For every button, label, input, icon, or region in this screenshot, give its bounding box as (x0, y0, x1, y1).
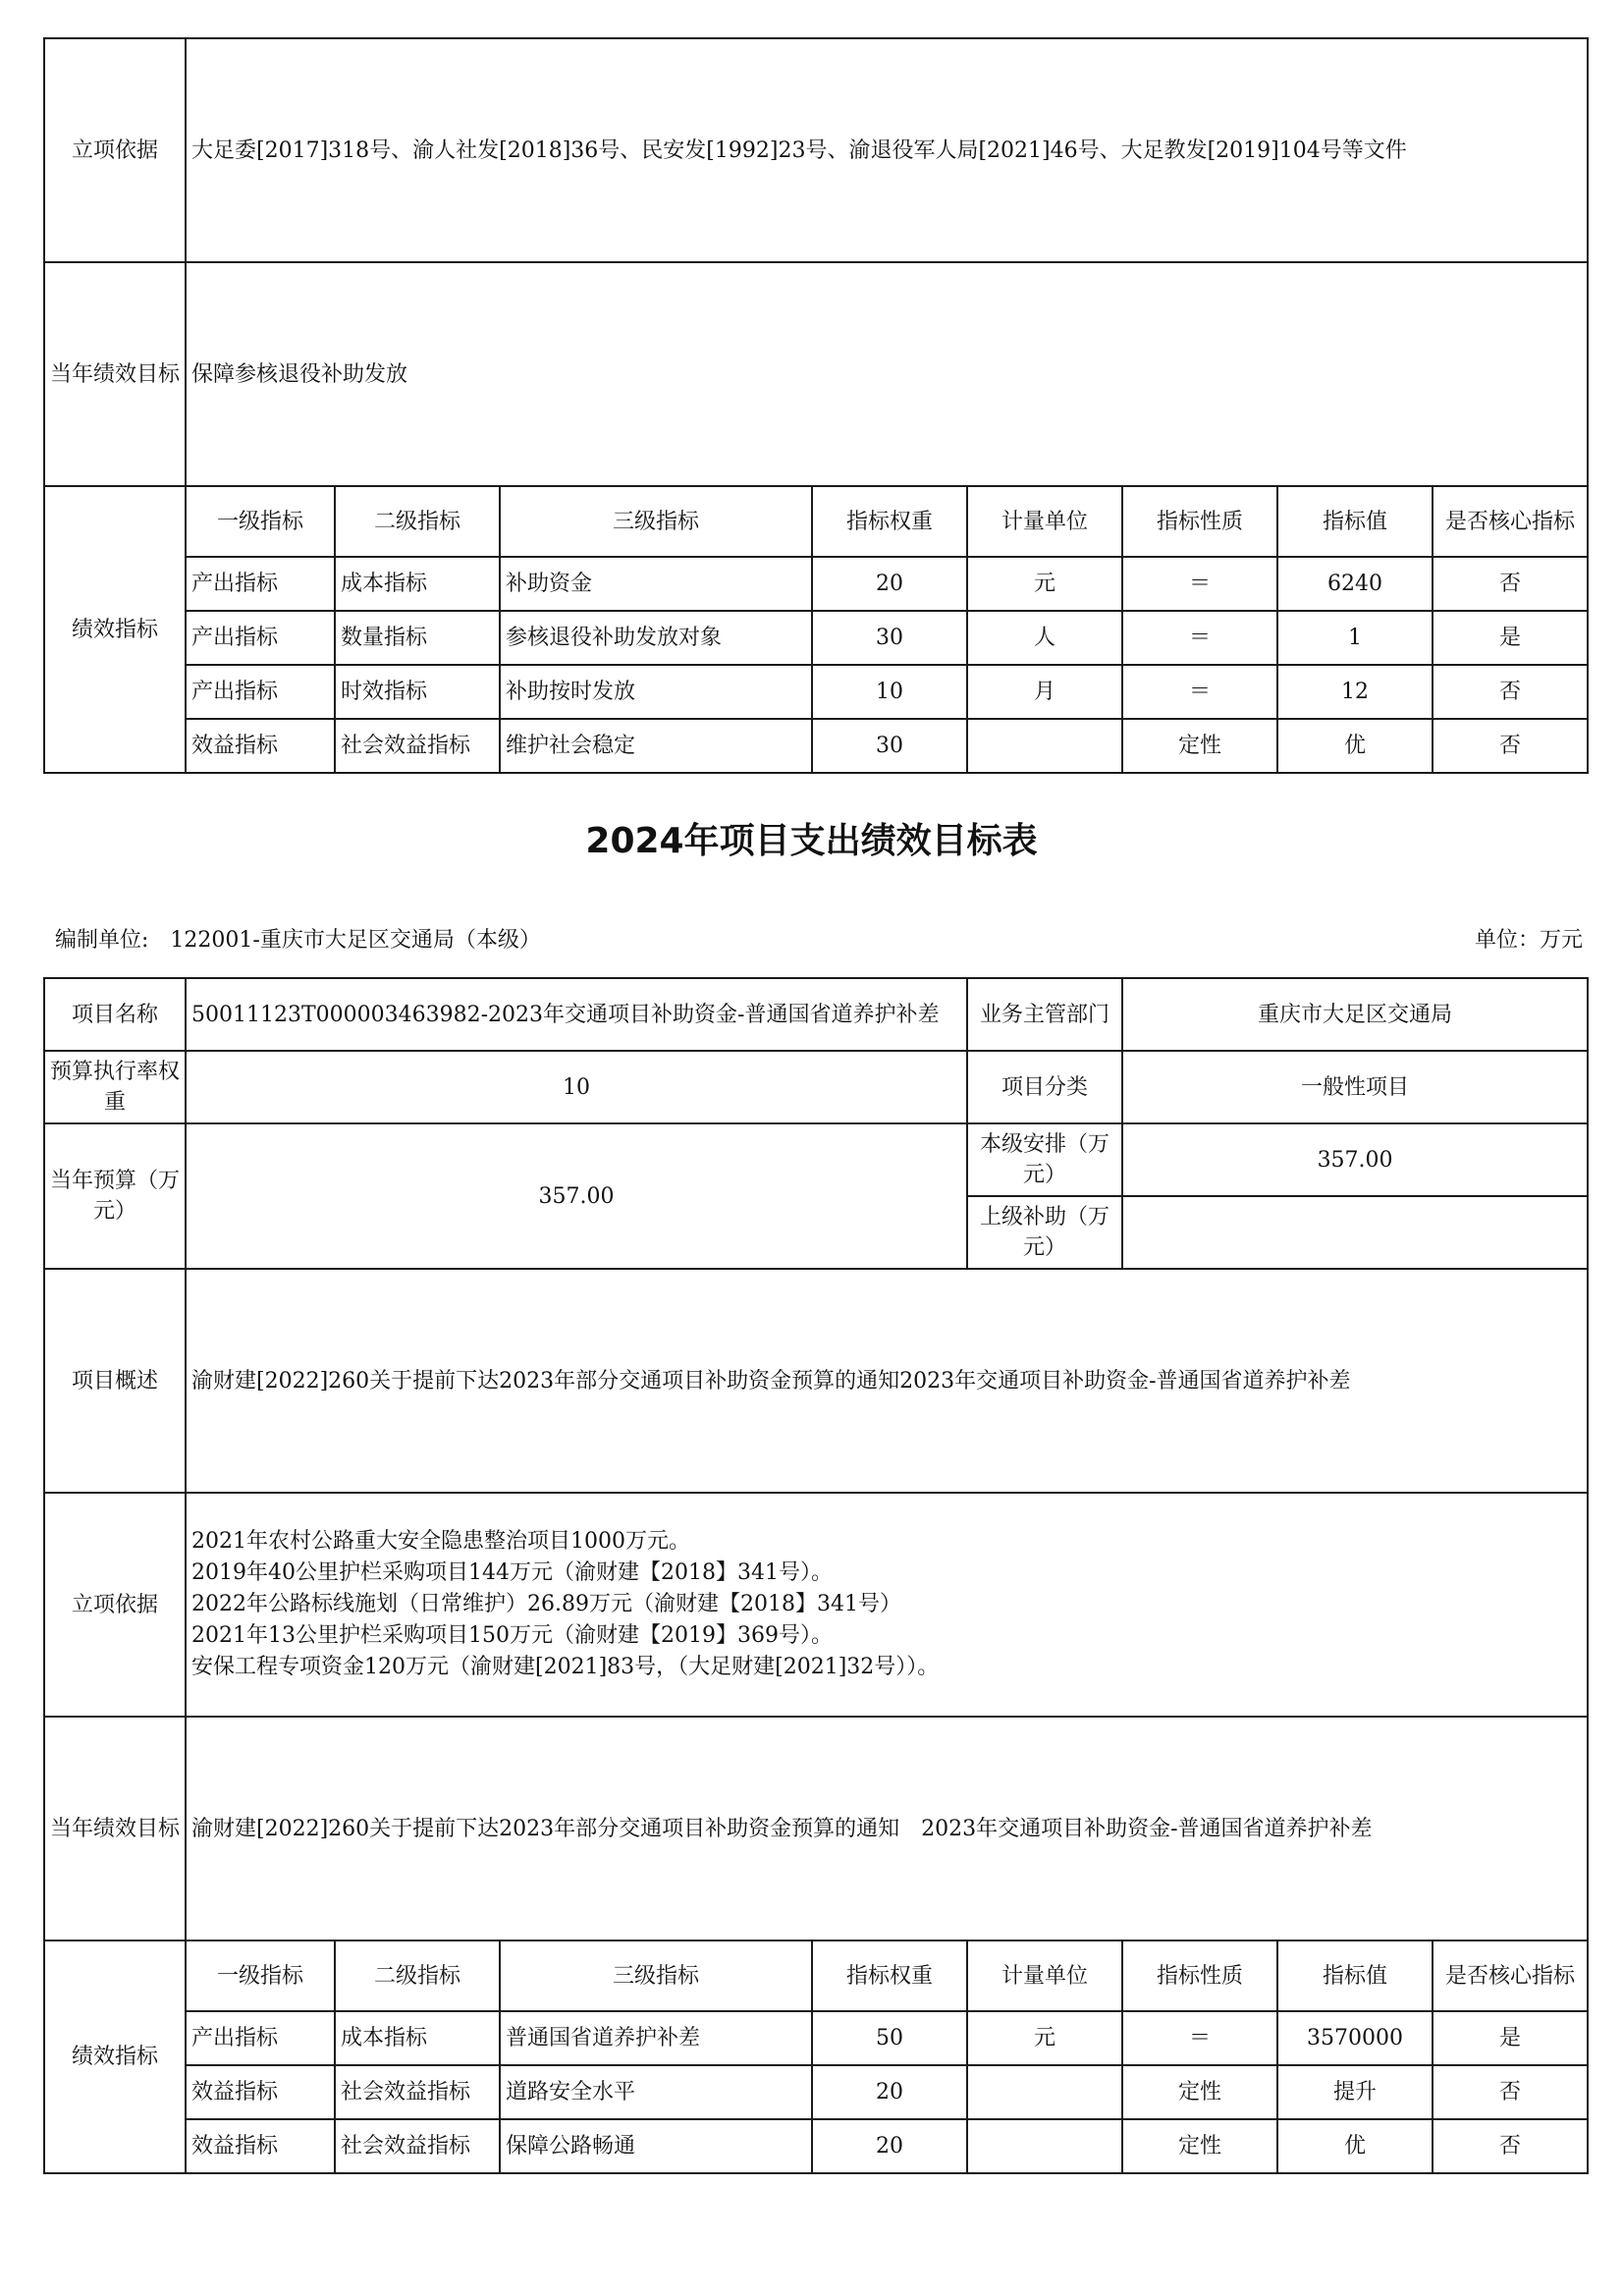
table-row (44, 719, 1588, 773)
cell: 否 (1433, 2065, 1588, 2119)
cell: 效益指标 (186, 2065, 335, 2119)
basis-line: 安保工程专项资金120万元（渝财建[2021]83号，（大足财建[2021]32号））。 (191, 1655, 940, 1679)
cell (967, 2065, 1122, 2119)
cell: 产出指标 (186, 2011, 335, 2065)
cell: 产出指标 (186, 665, 335, 719)
goal-label-2: 当年绩效目标 (44, 1717, 186, 1941)
perf-label-2: 绩效指标 (44, 1941, 186, 2173)
cell: 保障公路畅通 (500, 2119, 812, 2173)
table-row (44, 2119, 1588, 2173)
indicator-header-row (44, 486, 1588, 557)
header-cell: 一级指标 (186, 1941, 335, 2011)
header-cell: 一级指标 (186, 486, 335, 557)
cell: 是 (1433, 611, 1588, 665)
basis-list (186, 1493, 1588, 1717)
basis-line: 2021年农村公路重大安全隐患整治项目1000万元。 (191, 1529, 690, 1554)
cell: ＝ (1122, 557, 1277, 611)
cell: 10 (812, 665, 967, 719)
cell: 社会效益指标 (335, 2065, 500, 2119)
header-cell: 指标性质 (1122, 486, 1277, 557)
cell: 优 (1277, 2119, 1433, 2173)
project-name-label: 项目名称 (44, 978, 186, 1051)
cell: 普通国省道养护补差 (500, 2011, 812, 2065)
cell: 人 (967, 611, 1122, 665)
cell: ＝ (1122, 2011, 1277, 2065)
cell: 3570000 (1277, 2011, 1433, 2065)
header-cell: 计量单位 (967, 1941, 1122, 2011)
table-row (44, 611, 1588, 665)
budget-rate-label: 预算执行率权重 (44, 1051, 186, 1123)
basis-label-2: 立项依据 (44, 1493, 186, 1717)
cell: 6240 (1277, 557, 1433, 611)
header-cell: 三级指标 (500, 486, 812, 557)
compiling-unit: 编制单位: 122001-重庆市大足区交通局（本级） (55, 928, 541, 953)
cell: 补助按时发放 (500, 665, 812, 719)
cell: 20 (812, 557, 967, 611)
cell: 定性 (1122, 2119, 1277, 2173)
dept-value: 重庆市大足区交通局 (1122, 978, 1588, 1051)
table-row (44, 557, 1588, 611)
cell: 优 (1277, 719, 1433, 773)
cell: 效益指标 (186, 2119, 335, 2173)
project-name: 50011123T000003463982-2023年交通项目补助资金-普通国省道养护补差 (186, 978, 967, 1051)
cell: 否 (1433, 719, 1588, 773)
cell: 产出指标 (186, 611, 335, 665)
cell: 否 (1433, 557, 1588, 611)
cell: 30 (812, 611, 967, 665)
budget-label: 当年预算（万元） (44, 1123, 186, 1269)
cell: 30 (812, 719, 967, 773)
table-row (44, 2011, 1588, 2065)
header-cell: 指标权重 (812, 1941, 967, 2011)
performance-table-1 (43, 37, 1589, 774)
cell: 定性 (1122, 2065, 1277, 2119)
local-label: 本级安排（万元） (967, 1123, 1122, 1196)
indicator-header-row (44, 1941, 1588, 2011)
category-label: 项目分类 (967, 1051, 1122, 1123)
cell: 效益指标 (186, 719, 335, 773)
currency-unit: 单位：万元 (1474, 928, 1583, 953)
cell: 维护社会稳定 (500, 719, 812, 773)
basis-line: 2022年公路标线施划（日常维护）26.89万元（渝财建【2018】341号） (191, 1592, 901, 1616)
cell: 是 (1433, 2011, 1588, 2065)
cell: 元 (967, 557, 1122, 611)
cell: 否 (1433, 2119, 1588, 2173)
cell: 社会效益指标 (335, 2119, 500, 2173)
cell: 12 (1277, 665, 1433, 719)
cell: 20 (812, 2119, 967, 2173)
performance-table-2 (43, 977, 1589, 2174)
overview-text: 渝财建[2022]260关于提前下达2023年部分交通项目补助资金预算的通知2023年交通项目补助资金-普通国省道养护补差 (186, 1269, 1588, 1493)
cell: 元 (967, 2011, 1122, 2065)
goal-label: 当年绩效目标 (44, 262, 186, 486)
cell: ＝ (1122, 665, 1277, 719)
cell: ＝ (1122, 611, 1277, 665)
page-title: 2024年项目支出绩效目标表 (585, 821, 1038, 861)
cell: 时效指标 (335, 665, 500, 719)
cell: 提升 (1277, 2065, 1433, 2119)
local-value: 357.00 (1122, 1123, 1588, 1196)
category-value: 一般性项目 (1122, 1051, 1588, 1123)
goal-text: 保障参核退役补助发放 (186, 262, 1588, 486)
cell: 50 (812, 2011, 967, 2065)
basis-line: 2021年13公里护栏采购项目150万元（渝财建【2019】369号）。 (191, 1623, 833, 1648)
cell (967, 2119, 1122, 2173)
overview-label: 项目概述 (44, 1269, 186, 1493)
goal-text-2: 渝财建[2022]260关于提前下达2023年部分交通项目补助资金预算的通知 2023年交通项目补助资金-普通国省道养护补差 (186, 1717, 1588, 1941)
header-cell: 是否核心指标 (1433, 486, 1588, 557)
cell (967, 719, 1122, 773)
header-cell: 指标权重 (812, 486, 967, 557)
cell: 社会效益指标 (335, 719, 500, 773)
cell: 数量指标 (335, 611, 500, 665)
header-cell: 指标性质 (1122, 1941, 1277, 2011)
header-cell: 计量单位 (967, 486, 1122, 557)
header-cell: 指标值 (1277, 1941, 1433, 2011)
upper-label: 上级补助（万元） (967, 1196, 1122, 1269)
cell: 成本指标 (335, 2011, 500, 2065)
cell: 补助资金 (500, 557, 812, 611)
upper-value (1122, 1196, 1588, 1269)
cell: 产出指标 (186, 557, 335, 611)
budget-rate-value: 10 (186, 1051, 967, 1123)
header-cell: 指标值 (1277, 486, 1433, 557)
basis-line: 2019年40公里护栏采购项目144万元（渝财建【2018】341号）。 (191, 1560, 833, 1585)
dept-label: 业务主管部门 (967, 978, 1122, 1051)
perf-label: 绩效指标 (44, 486, 186, 773)
cell: 参核退役补助发放对象 (500, 611, 812, 665)
cell: 道路安全水平 (500, 2065, 812, 2119)
basis-label: 立项依据 (44, 38, 186, 262)
table-row (44, 665, 1588, 719)
header-cell: 二级指标 (335, 486, 500, 557)
basis-text: 大足委[2017]318号、渝人社发[2018]36号、民安发[1992]23号、渝退役军人局[2021]46号、大足教发[2019]104号等文件 (186, 38, 1588, 262)
header-cell: 三级指标 (500, 1941, 812, 2011)
header-cell: 是否核心指标 (1433, 1941, 1588, 2011)
cell: 成本指标 (335, 557, 500, 611)
table-row (44, 2065, 1588, 2119)
cell: 月 (967, 665, 1122, 719)
cell: 20 (812, 2065, 967, 2119)
budget-value: 357.00 (186, 1123, 967, 1269)
cell: 1 (1277, 611, 1433, 665)
cell: 定性 (1122, 719, 1277, 773)
header-cell: 二级指标 (335, 1941, 500, 2011)
cell: 否 (1433, 665, 1588, 719)
